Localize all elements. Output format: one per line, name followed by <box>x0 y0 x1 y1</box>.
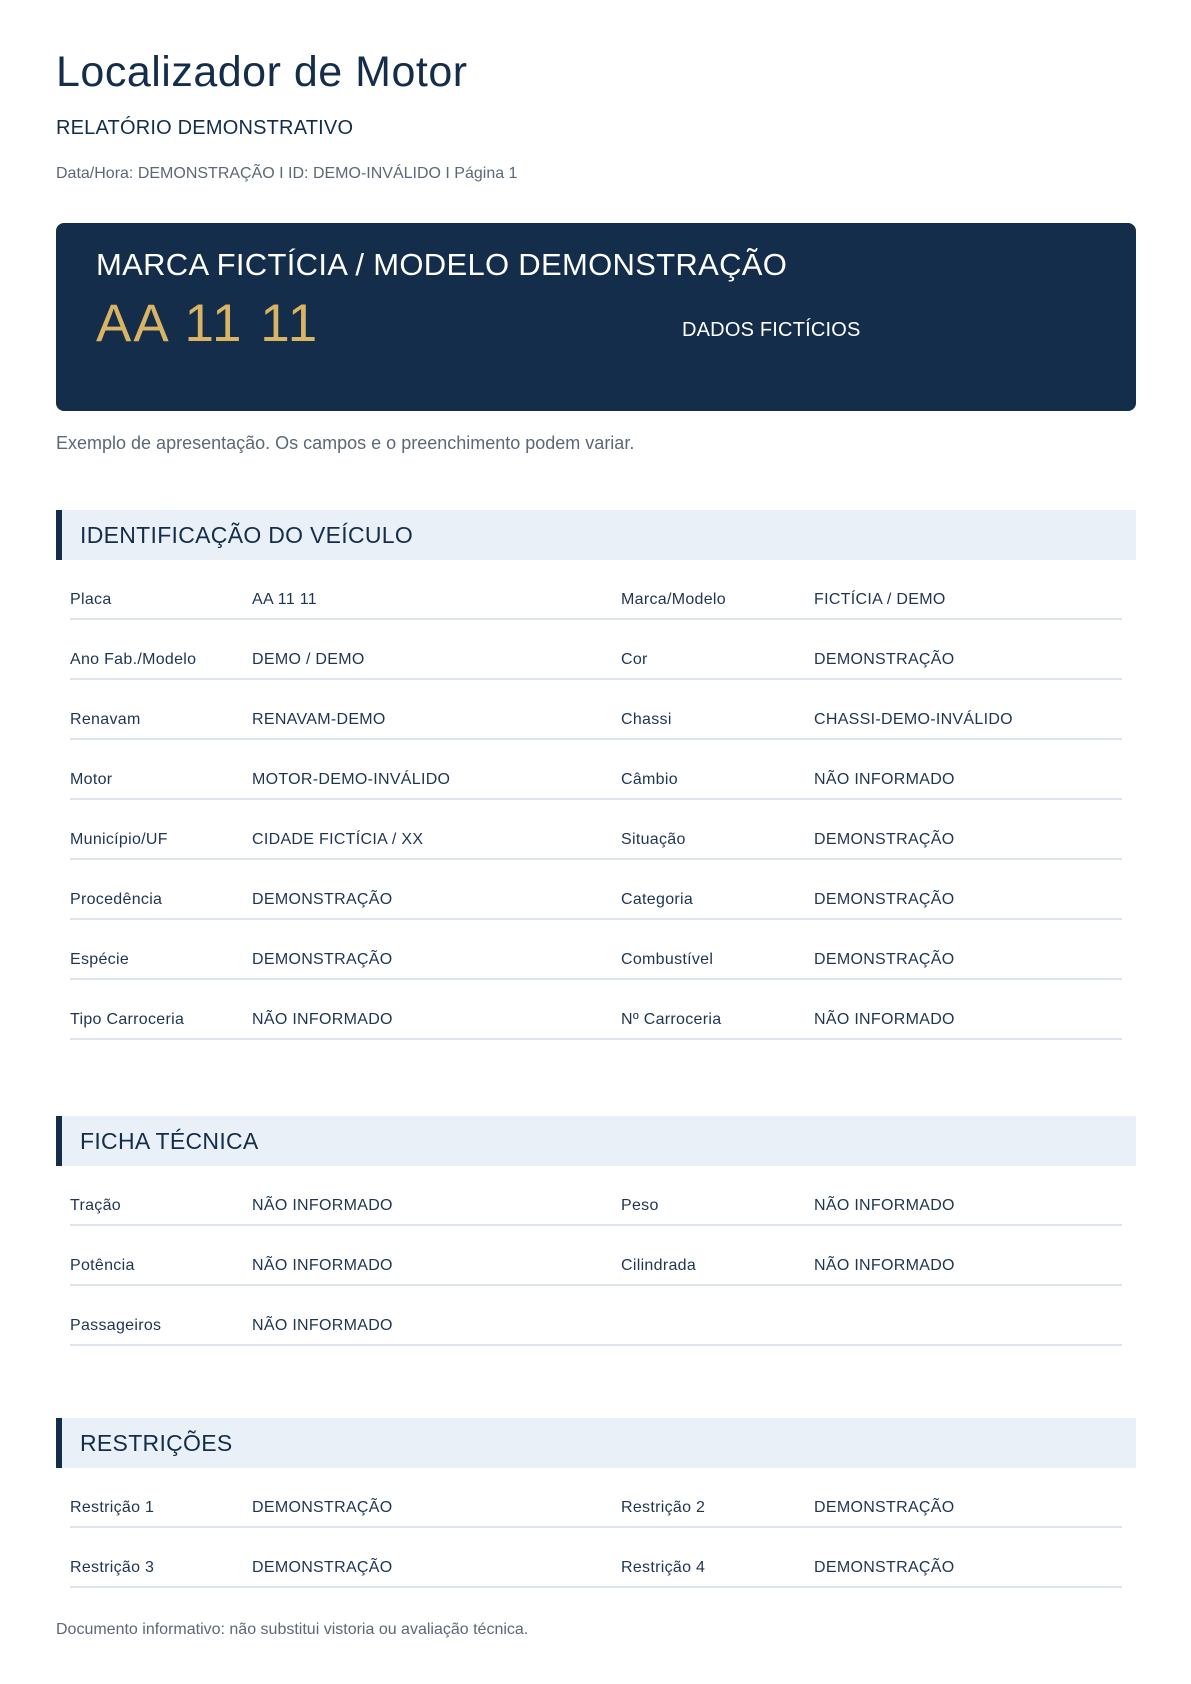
document-meta: Data/Hora: DEMONSTRAÇÃO I ID: DEMO-INVÁLIDO I Página 1 <box>56 165 518 182</box>
section-title: IDENTIFICAÇÃO DO VEÍCULO <box>80 521 414 548</box>
field-value: DEMONSTRAÇÃO <box>814 951 955 968</box>
field-label: Potência <box>70 1257 135 1274</box>
section-header <box>56 1116 1136 1166</box>
vehicle-plate: AA 11 11 <box>96 294 320 353</box>
field-label: Cilindrada <box>621 1257 697 1274</box>
section-vehicle-identification <box>56 510 1136 1040</box>
field-label: Restrição 3 <box>70 1559 155 1576</box>
field-row <box>70 680 1122 740</box>
field-label: Restrição 1 <box>70 1499 155 1516</box>
field-row <box>70 800 1122 860</box>
section-header <box>56 1418 1136 1468</box>
field-value: NÃO INFORMADO <box>814 1011 955 1028</box>
section-technical-sheet <box>56 1116 1136 1346</box>
field-value: DEMONSTRAÇÃO <box>814 651 955 668</box>
field-row <box>70 1226 1122 1286</box>
field-value: NÃO INFORMADO <box>252 1197 393 1214</box>
field-value: NÃO INFORMADO <box>814 771 955 788</box>
field-value: NÃO INFORMADO <box>252 1011 393 1028</box>
vehicle-summary-banner <box>56 223 1136 411</box>
field-label: Município/UF <box>70 831 168 848</box>
field-label: Restrição 2 <box>621 1499 706 1516</box>
field-label: Categoria <box>621 891 694 908</box>
field-label: Cor <box>621 651 648 668</box>
section-restrictions <box>56 1418 1136 1588</box>
field-row <box>70 1528 1122 1588</box>
field-row <box>70 620 1122 680</box>
field-label: Restrição 4 <box>621 1559 706 1576</box>
field-value: DEMONSTRAÇÃO <box>252 951 393 968</box>
footer-disclaimer: Documento informativo: não substitui vistoria ou avaliação técnica. <box>56 1621 529 1638</box>
field-label: Tração <box>70 1197 122 1214</box>
field-label: Nº Carroceria <box>621 1011 722 1028</box>
field-value: DEMONSTRAÇÃO <box>252 891 393 908</box>
field-label: Câmbio <box>621 771 678 788</box>
field-row <box>70 1286 1122 1346</box>
field-label: Passageiros <box>70 1317 162 1334</box>
field-label: Combustível <box>621 951 714 968</box>
field-value: DEMONSTRAÇÃO <box>814 1559 955 1576</box>
section-title: RESTRIÇÕES <box>80 1429 233 1456</box>
field-row <box>70 980 1122 1040</box>
field-value: DEMONSTRAÇÃO <box>252 1499 393 1516</box>
field-row <box>70 740 1122 800</box>
field-value: DEMONSTRAÇÃO <box>252 1559 393 1576</box>
field-value: DEMONSTRAÇÃO <box>814 1499 955 1516</box>
document-title: Localizador de Motor <box>56 48 468 96</box>
field-label: Placa <box>70 591 112 608</box>
field-label: Tipo Carroceria <box>70 1011 185 1028</box>
field-value: MOTOR-DEMO-INVÁLIDO <box>252 771 451 788</box>
field-label: Ano Fab./Modelo <box>70 651 197 668</box>
field-label: Peso <box>621 1197 659 1214</box>
field-label: Procedência <box>70 891 163 908</box>
intro-note: Exemplo de apresentação. Os campos e o preenchimento podem variar. <box>56 433 635 453</box>
field-value: DEMONSTRAÇÃO <box>814 831 955 848</box>
field-value: RENAVAM-DEMO <box>252 711 386 728</box>
field-value: NÃO INFORMADO <box>252 1317 393 1334</box>
field-grid <box>70 560 1122 1040</box>
field-value: CHASSI-DEMO-INVÁLIDO <box>814 711 1013 728</box>
field-value: DEMONSTRAÇÃO <box>814 891 955 908</box>
field-row <box>70 1468 1122 1528</box>
field-value: NÃO INFORMADO <box>814 1197 955 1214</box>
field-label: Espécie <box>70 951 130 968</box>
field-grid <box>70 1468 1122 1588</box>
field-value: NÃO INFORMADO <box>252 1257 393 1274</box>
vehicle-make-model: MARCA FICTÍCIA / MODELO DEMONSTRAÇÃO <box>96 247 788 282</box>
field-row <box>70 860 1122 920</box>
field-row <box>70 1166 1122 1226</box>
document-subtitle: RELATÓRIO DEMONSTRATIVO <box>56 117 354 139</box>
field-value: CIDADE FICTÍCIA / XX <box>252 831 424 848</box>
field-value: AA 11 11 <box>252 591 317 608</box>
section-title: FICHA TÉCNICA <box>80 1127 259 1154</box>
field-label: Renavam <box>70 711 141 728</box>
field-grid <box>70 1166 1122 1346</box>
field-row <box>70 560 1122 620</box>
field-label: Motor <box>70 771 113 788</box>
field-value: FICTÍCIA / DEMO <box>814 591 946 608</box>
field-label: Situação <box>621 831 686 848</box>
field-label: Marca/Modelo <box>621 591 726 608</box>
section-header <box>56 510 1136 560</box>
fictitious-data-note: DADOS FICTÍCIOS <box>682 319 861 341</box>
field-value: DEMO / DEMO <box>252 651 365 668</box>
field-label: Chassi <box>621 711 672 728</box>
field-value: NÃO INFORMADO <box>814 1257 955 1274</box>
field-row <box>70 920 1122 980</box>
